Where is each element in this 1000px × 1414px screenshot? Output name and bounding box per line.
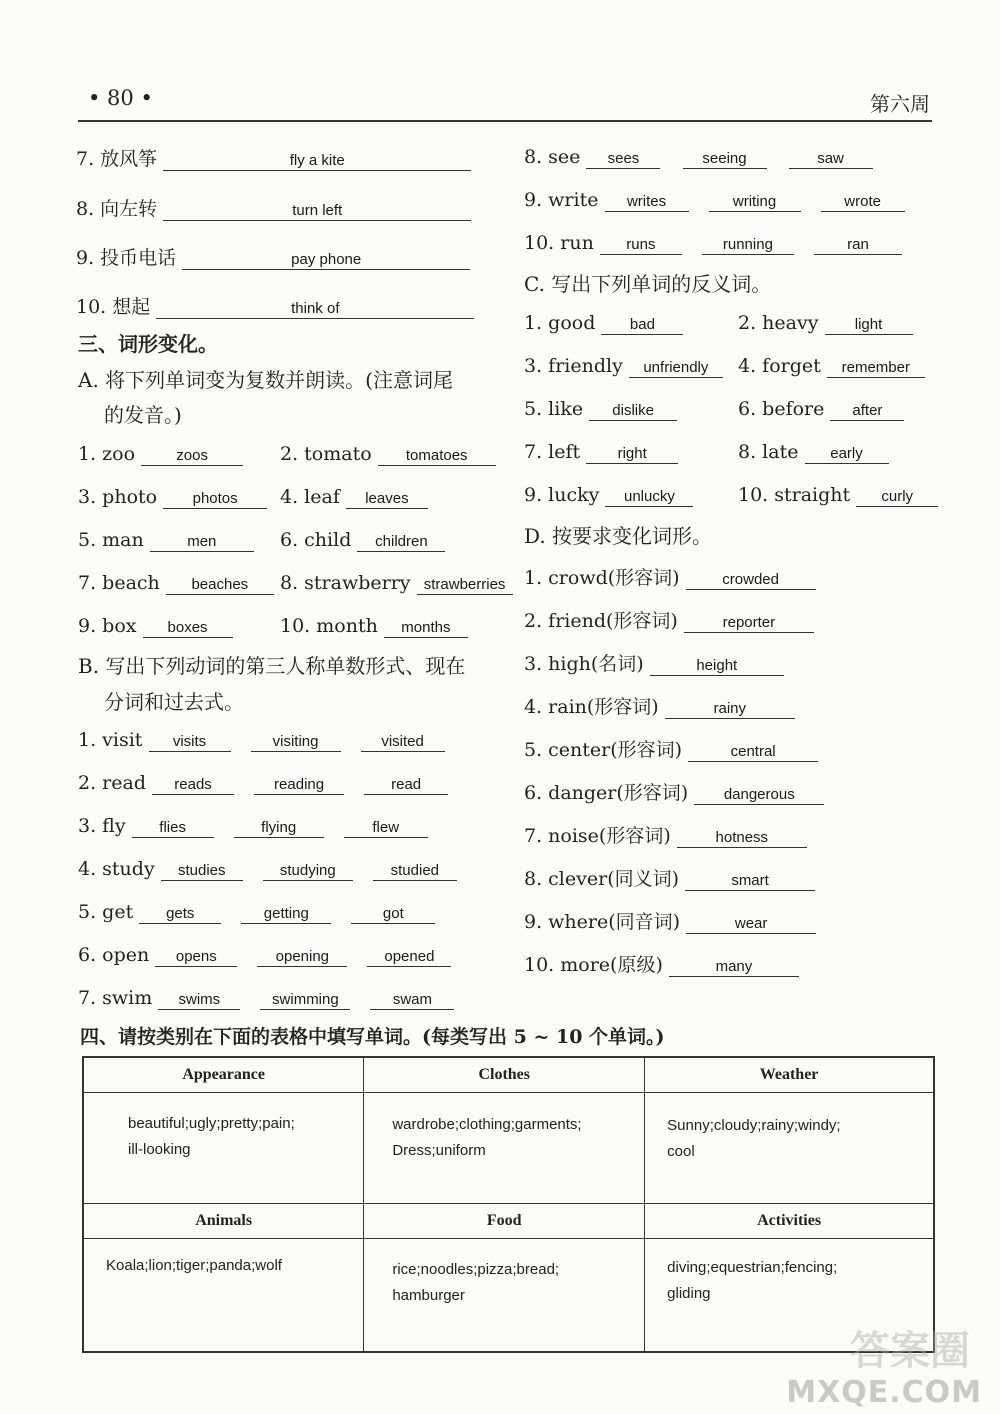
table-cell[interactable]: diving;equestrian;fencing; gliding [645, 1239, 934, 1353]
verb-item: 2. read reads reading read [78, 772, 448, 795]
third-person-field[interactable]: writes [605, 193, 689, 212]
past-tense-field[interactable]: visited [361, 733, 445, 752]
past-tense-field[interactable]: read [364, 776, 448, 795]
table-row [83, 1093, 934, 1204]
partB-instruction: B. 写出下列动词的第三人称单数形式、现在 [78, 654, 466, 678]
present-participle-field[interactable]: getting [241, 905, 331, 924]
transform-item: 2. friend(形容词) reporter [524, 606, 814, 633]
past-tense-field[interactable]: wrote [821, 193, 905, 212]
section4-title: 四、请按类别在下面的表格中填写单词。(每类写出 5 ~ 10 个单词。) [80, 1026, 665, 1048]
transform-item: 1. crowd(形容词) crowded [524, 563, 816, 590]
verb-item: 1. visit visits visiting visited [78, 729, 445, 752]
answer-field[interactable]: strawberries [417, 576, 513, 595]
answer-field[interactable]: crowded [686, 571, 816, 590]
answer-field[interactable]: wear [686, 915, 816, 934]
answer-field[interactable]: unlucky [605, 488, 693, 507]
present-participle-field[interactable]: swimming [260, 991, 350, 1010]
answer-field[interactable]: dislike [589, 402, 677, 421]
table-cell[interactable]: rice;noodles;pizza;bread; hamburger [364, 1239, 645, 1353]
answer-field[interactable]: zoos [141, 447, 243, 466]
answer-field[interactable]: tomatoes [378, 447, 496, 466]
table-header-row [83, 1204, 934, 1239]
antonym-item: 7. left right [524, 441, 678, 464]
table-header: Appearance [83, 1057, 364, 1093]
present-participle-field[interactable]: opening [257, 948, 347, 967]
transform-item: 3. high(名词) height [524, 649, 784, 676]
transform-item: 9. where(同音词) wear [524, 907, 816, 934]
header-divider [78, 120, 932, 122]
table-row [83, 1239, 934, 1353]
table-header: Clothes [364, 1057, 645, 1093]
answer-field[interactable]: leaves [346, 490, 428, 509]
antonym-item: 9. lucky unlucky [524, 484, 693, 507]
present-participle-field[interactable]: reading [254, 776, 344, 795]
answer-field[interactable]: children [357, 533, 445, 552]
past-tense-field[interactable]: got [351, 905, 435, 924]
answer-field[interactable]: early [805, 445, 889, 464]
third-person-field[interactable]: visits [149, 733, 231, 752]
answer-field[interactable]: dangerous [694, 786, 824, 805]
answer-field[interactable]: after [830, 402, 904, 421]
third-person-field[interactable]: swims [158, 991, 240, 1010]
answer-field[interactable]: height [650, 657, 784, 676]
third-person-field[interactable]: opens [155, 948, 237, 967]
plural-item: 6. child children [280, 529, 445, 552]
past-tense-field[interactable]: opened [367, 948, 451, 967]
table-cell[interactable]: wardrobe;clothing;garments; Dress;uniform [364, 1093, 645, 1204]
antonym-item: 5. like dislike [524, 398, 677, 421]
verb-item: 4. study studies studying studied [78, 858, 457, 881]
table-cell[interactable]: beautiful;ugly;pretty;pain; ill-looking [83, 1093, 364, 1204]
answer-field[interactable]: right [586, 445, 678, 464]
phrase-item: 8. 向左转 turn left [76, 194, 471, 221]
verb-item: 10. run runs running ran [524, 232, 902, 255]
transform-item: 7. noise(形容词) hotness [524, 821, 807, 848]
antonym-item: 3. friendly unfriendly [524, 355, 723, 378]
answer-field[interactable]: unfriendly [629, 359, 723, 378]
table-header: Activities [645, 1204, 934, 1239]
answer-field[interactable]: curly [856, 488, 938, 507]
answer-field[interactable]: central [688, 743, 818, 762]
answer-field[interactable]: hotness [677, 829, 807, 848]
past-tense-field[interactable]: swam [370, 991, 454, 1010]
answer-field[interactable]: men [150, 533, 254, 552]
present-participle-field[interactable]: studying [263, 862, 353, 881]
plural-item: 4. leaf leaves [280, 486, 428, 509]
plural-item: 2. tomato tomatoes [280, 443, 496, 466]
present-participle-field[interactable]: writing [709, 193, 801, 212]
verb-item: 6. open opens opening opened [78, 944, 451, 967]
past-tense-field[interactable]: flew [344, 819, 428, 838]
transform-item: 10. more(原级) many [524, 950, 799, 977]
answer-field[interactable]: pay phone [182, 251, 470, 270]
transform-item: 6. danger(形容词) dangerous [524, 778, 824, 805]
watermark-logo: 答案圈 [850, 1328, 970, 1374]
present-participle-field[interactable]: seeing [683, 150, 767, 169]
category-table [82, 1056, 935, 1353]
past-tense-field[interactable]: studied [373, 862, 457, 881]
third-person-field[interactable]: studies [161, 862, 243, 881]
table-cell[interactable]: Sunny;cloudy;rainy;windy; cool [645, 1093, 934, 1204]
table-header-row [83, 1057, 934, 1093]
phrase-item: 7. 放风筝 fly a kite [76, 144, 471, 171]
answer-field[interactable]: boxes [143, 619, 233, 638]
transform-item: 5. center(形容词) central [524, 735, 818, 762]
third-person-field[interactable]: sees [586, 150, 660, 169]
partD-instruction: D. 按要求变化词形。 [524, 524, 713, 548]
transform-item: 8. clever(同义词) smart [524, 864, 815, 891]
answer-field[interactable]: rainy [665, 700, 795, 719]
answer-field[interactable]: turn left [163, 202, 471, 221]
plural-item: 8. strawberry strawberries [280, 572, 513, 595]
table-header: Weather [645, 1057, 934, 1093]
partB-instruction-cont: 分词和过去式。 [104, 690, 244, 714]
plural-item: 10. month months [280, 615, 468, 638]
answer-field[interactable]: many [669, 958, 799, 977]
plural-item: 7. beach beaches [78, 572, 274, 595]
third-person-field[interactable]: reads [152, 776, 234, 795]
antonym-item: 4. forget remember [738, 355, 925, 378]
answer-field[interactable]: months [384, 619, 468, 638]
partC-instruction: C. 写出下列单词的反义词。 [524, 272, 772, 296]
plural-item: 5. man men [78, 529, 254, 552]
transform-item: 4. rain(形容词) rainy [524, 692, 795, 719]
week-label: 第六周 [870, 92, 930, 116]
present-participle-field[interactable]: flying [234, 819, 324, 838]
table-cell[interactable]: Koala;lion;tiger;panda;wolf [83, 1239, 364, 1353]
antonym-item: 1. good bad [524, 312, 683, 335]
answer-field[interactable]: smart [685, 872, 815, 891]
antonym-item: 8. late early [738, 441, 889, 464]
table-header: Food [364, 1204, 645, 1239]
antonym-item: 10. straight curly [738, 484, 938, 507]
answer-field[interactable]: reporter [684, 614, 814, 633]
partA-instruction: A. 将下列单词变为复数并朗读。(注意词尾 [78, 368, 453, 392]
answer-field[interactable]: remember [827, 359, 925, 378]
phrase-item: 9. 投币电话 pay phone [76, 243, 470, 270]
watermark-url: MXQE.COM [786, 1375, 982, 1410]
verb-item: 8. see sees seeing saw [524, 146, 873, 169]
answer-field[interactable]: fly a kite [163, 152, 471, 171]
answer-field[interactable]: beaches [166, 576, 274, 595]
verb-item: 5. get gets getting got [78, 901, 435, 924]
present-participle-field[interactable]: running [702, 236, 794, 255]
antonym-item: 2. heavy light [738, 312, 913, 335]
answer-field[interactable]: light [825, 316, 913, 335]
verb-item: 7. swim swims swimming swam [78, 987, 454, 1010]
phrase-item: 10. 想起 think of [76, 292, 474, 319]
table-header: Animals [83, 1204, 364, 1239]
third-person-field[interactable]: runs [600, 236, 682, 255]
present-participle-field[interactable]: visiting [251, 733, 341, 752]
verb-item: 3. fly flies flying flew [78, 815, 428, 838]
answer-field[interactable]: bad [601, 316, 683, 335]
plural-item: 3. photo photos [78, 486, 267, 509]
antonym-item: 6. before after [738, 398, 904, 421]
answer-field[interactable]: photos [163, 490, 267, 509]
plural-item: 1. zoo zoos [78, 443, 243, 466]
partA-instruction-cont: 的发音。) [104, 403, 182, 427]
answer-field[interactable]: think of [156, 300, 474, 319]
page-number: • 80 • [88, 86, 153, 110]
third-person-field[interactable]: gets [139, 905, 221, 924]
plural-item: 9. box boxes [78, 615, 233, 638]
third-person-field[interactable]: flies [132, 819, 214, 838]
past-tense-field[interactable]: ran [814, 236, 902, 255]
past-tense-field[interactable]: saw [789, 150, 873, 169]
verb-item: 9. write writes writing wrote [524, 189, 905, 212]
section3-title: 三、词形变化。 [78, 332, 218, 356]
